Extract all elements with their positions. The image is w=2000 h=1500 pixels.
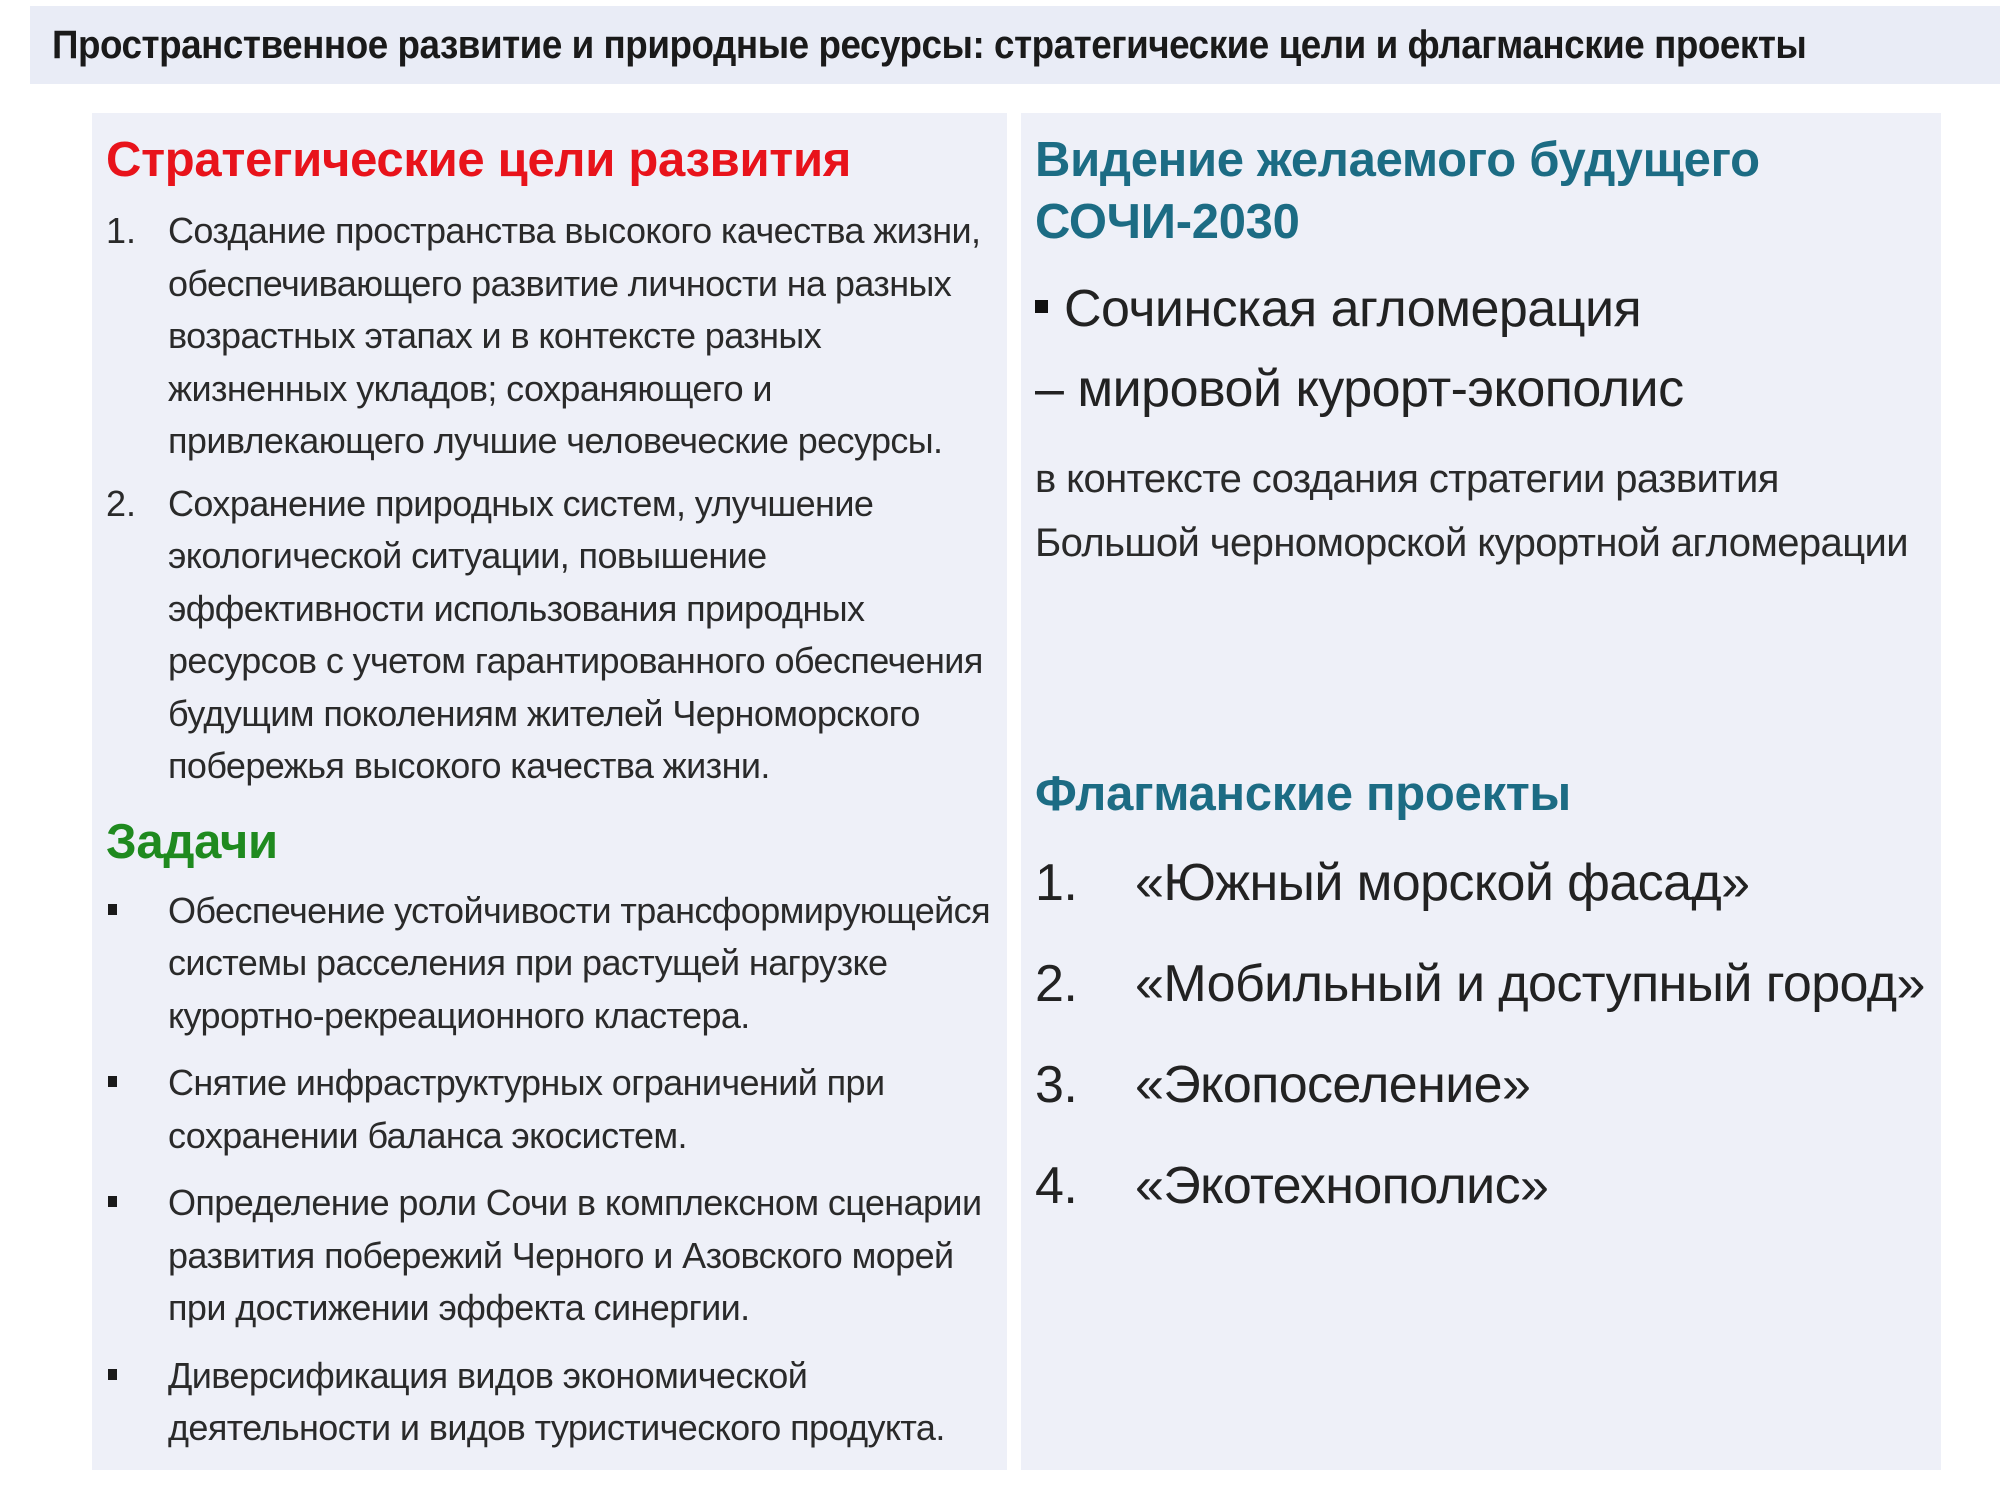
flagship-text: «Мобильный и доступный город»	[1135, 955, 1925, 1013]
goal-text: Создание пространства высокого качества жизни, обеспечивающего развитие личности на разных возрастных этапах и в контексте разных жизненных укладов; сохраняющего и привлекающего лучшие человеческие ресурсы.	[168, 210, 981, 461]
goal-item	[106, 205, 993, 468]
flagship-text: «Экотехнополис»	[1135, 1157, 1549, 1215]
task-item	[106, 1350, 993, 1455]
goal-text: Сохранение природных систем, улучшение экологической ситуации, повышение эффективности использования природных ресурсов с учетом гарантированного обеспечения будущим поколениям жителей Черноморского побережья высокого качества жизни.	[168, 482, 983, 786]
flagship-number: 4.	[1035, 1157, 1078, 1215]
goal-item	[106, 478, 993, 793]
bullet-icon	[106, 1177, 168, 1335]
goal-number: 2.	[106, 482, 137, 524]
header-bar	[30, 6, 2000, 84]
task-item	[106, 885, 993, 1043]
flagship-item	[1035, 853, 1925, 913]
vision-context	[1035, 447, 1927, 575]
vision-sub-line2: Большой черноморской курортной агломерации	[1035, 521, 1909, 565]
flagship-item	[1035, 954, 1925, 1014]
flagship-item	[1035, 1156, 1925, 1216]
goals-heading: Стратегические цели развития	[106, 133, 852, 187]
right-panel	[1021, 113, 1941, 1470]
flagship-number: 2.	[1035, 955, 1078, 1013]
vision-main-line2: – мировой курорт-экополис	[1035, 360, 1684, 418]
flagship-number: 1.	[1035, 854, 1078, 912]
vision-heading-line2: СОЧИ-2030	[1035, 195, 1300, 249]
vision-main-line1: Сочинская агломерация	[1064, 280, 1642, 338]
flagship-number: 3.	[1035, 1056, 1078, 1114]
task-text: Обеспечение устойчивости трансформирующейся системы расселения при растущей нагрузке курортно-рекреационного кластера.	[168, 889, 990, 1036]
vision-sub-line1: в контексте создания стратегии развития	[1035, 457, 1779, 501]
task-item	[106, 1057, 993, 1162]
flagship-list	[1035, 853, 1925, 1257]
task-text: Снятие инфраструктурных ограничений при сохранении баланса экосистем.	[168, 1062, 885, 1156]
flagship-item	[1035, 1055, 1925, 1115]
bullet-icon	[106, 1057, 168, 1162]
tasks-heading: Задачи	[106, 814, 278, 869]
page-title: Пространственное развитие и природные ресурсы: стратегические цели и флагманские проекты	[52, 22, 1807, 67]
flagship-heading: Флагманские проекты	[1035, 767, 1571, 821]
vision-heading	[1035, 129, 1927, 253]
task-text: Диверсификация видов экономической деятельности и видов туристического продукта.	[168, 1354, 945, 1448]
task-item	[106, 1177, 993, 1335]
flagship-text: «Экопоселение»	[1135, 1056, 1531, 1114]
vision-heading-line1: Видение желаемого будущего	[1035, 133, 1760, 187]
square-bullet-icon	[1035, 300, 1048, 313]
bullet-icon	[106, 1350, 168, 1455]
left-panel	[92, 113, 1007, 1470]
bullet-icon	[106, 885, 168, 1043]
task-text: Определение роли Сочи в комплексном сценарии развития побережий Черного и Азовского морей при достижении эффекта синергии.	[168, 1182, 982, 1328]
tasks-list	[106, 885, 993, 1455]
vision-statement	[1035, 269, 1927, 429]
goals-list	[106, 205, 993, 793]
flagship-text: «Южный морской фасад»	[1135, 854, 1750, 912]
goal-number: 1.	[106, 210, 137, 251]
